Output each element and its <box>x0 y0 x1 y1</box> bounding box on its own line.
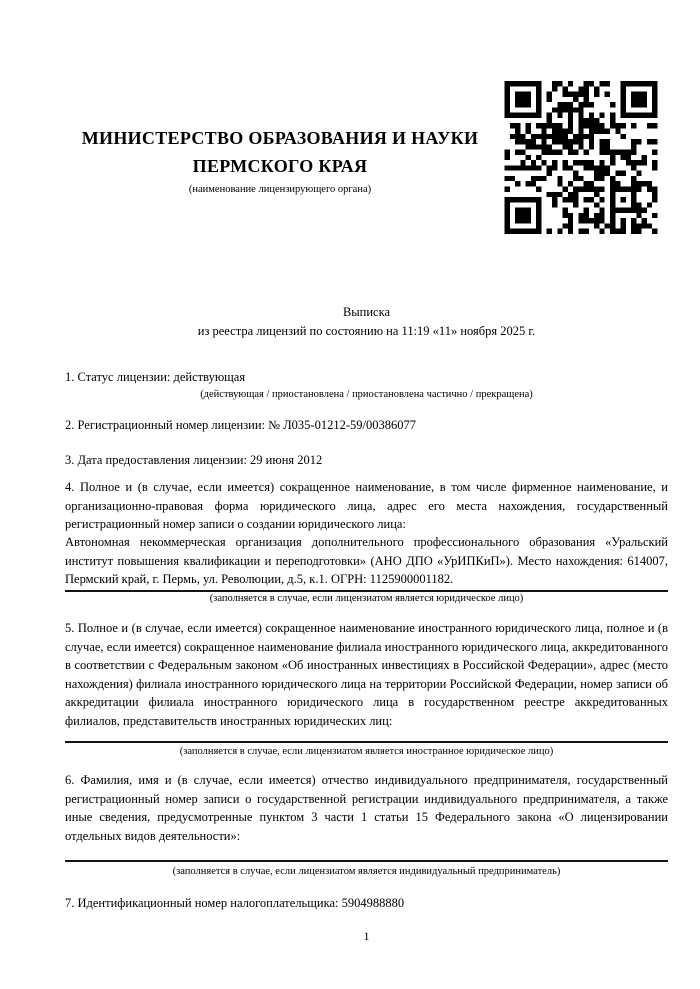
legal-entity-value: Автономная некоммерческая организация дополнительного профессионального образования «Уральский институт повышения квалификации и переподготовки» (АНО ДПО «УрИПКиП»). Место нахождения: 614007, Пермский край, г. Пермь, ул. Революции, д.5, к.1. ОГРН: 1125900001182. <box>65 535 668 586</box>
ministry-caption: (наименование лицензирующего органа) <box>188 184 372 195</box>
foreign-entity-label: 5. Полное и (в случае, если имеется) сокращенное наименование иностранного юридического лица, полное и (в случае, если имеется) сокращенное наименование филиала иностранного юридического лица, аккредитованного в соответствии с Федеральным законом «Об иностранных инвестициях в Российской Федерации», адрес (место нахождения) филиала иностранного юридического лица на территории Российской Федерации, номер записи об аккредитации филиала иностранного юридического лица в государственном реестре аккредитованных филиалов, представительств иностранных юридических лиц: <box>65 621 668 728</box>
license-grant-date: 3. Дата предоставления лицензии: 29 июня 2012 <box>65 453 323 467</box>
ministry-name-line1: МИНИСТЕРСТВО ОБРАЗОВАНИЯ И НАУКИ <box>81 128 479 148</box>
taxpayer-id: 7. Идентификационный номер налогоплательщика: 5904988880 <box>65 896 405 910</box>
license-registration-number: 2. Регистрационный номер лицензии: № Л035-01212-59/00386077 <box>65 418 416 432</box>
foreign-entity-rule <box>65 741 668 743</box>
license-status-caption: (действующая / приостановлена / приостановлена частично / прекращена) <box>200 389 533 400</box>
qr-code-icon <box>503 81 659 234</box>
legal-entity-label: 4. Полное и (в случае, если имеется) сокращенное наименование, в том числе фирменное наименование, и организационно-правовая форма юридического лица, адрес его места нахождения, государственный регистрационный номер записи о создании юридического лица: <box>65 480 668 531</box>
document-title <box>65 303 668 341</box>
individual-entrepreneur-caption: (заполняется в случае, если лицензиатом является индивидуальный предприниматель) <box>172 866 561 877</box>
ministry-name-line2: ПЕРМСКОГО КРАЯ <box>192 156 368 176</box>
individual-entrepreneur-rule <box>65 860 668 862</box>
foreign-entity-caption: (заполняется в случае, если лицензиатом является иностранное юридическое лицо) <box>179 746 554 757</box>
document-title-line1: Выписка <box>342 305 391 319</box>
licensing-authority-block <box>65 124 495 197</box>
individual-entrepreneur-label: 6. Фамилия, имя и (в случае, если имеется) отчество индивидуального предпринимателя, государственный регистрационный номер записи о государственной регистрации индивидуального предпринимателя, а также иные сведения, предусмотренные пунктом 3 части 1 статьи 15 Федерального закона «О лицензировании отдельных видов деятельности»: <box>65 773 668 843</box>
license-status: 1. Статус лицензии: действующая <box>65 370 246 384</box>
page-number: 1 <box>363 929 370 943</box>
legal-entity-caption: (заполняется в случае, если лицензиатом является юридическое лицо) <box>209 593 524 604</box>
document-title-line2: из реестра лицензий по состоянию на 11:19 «11» ноября 2025 г. <box>197 324 536 338</box>
